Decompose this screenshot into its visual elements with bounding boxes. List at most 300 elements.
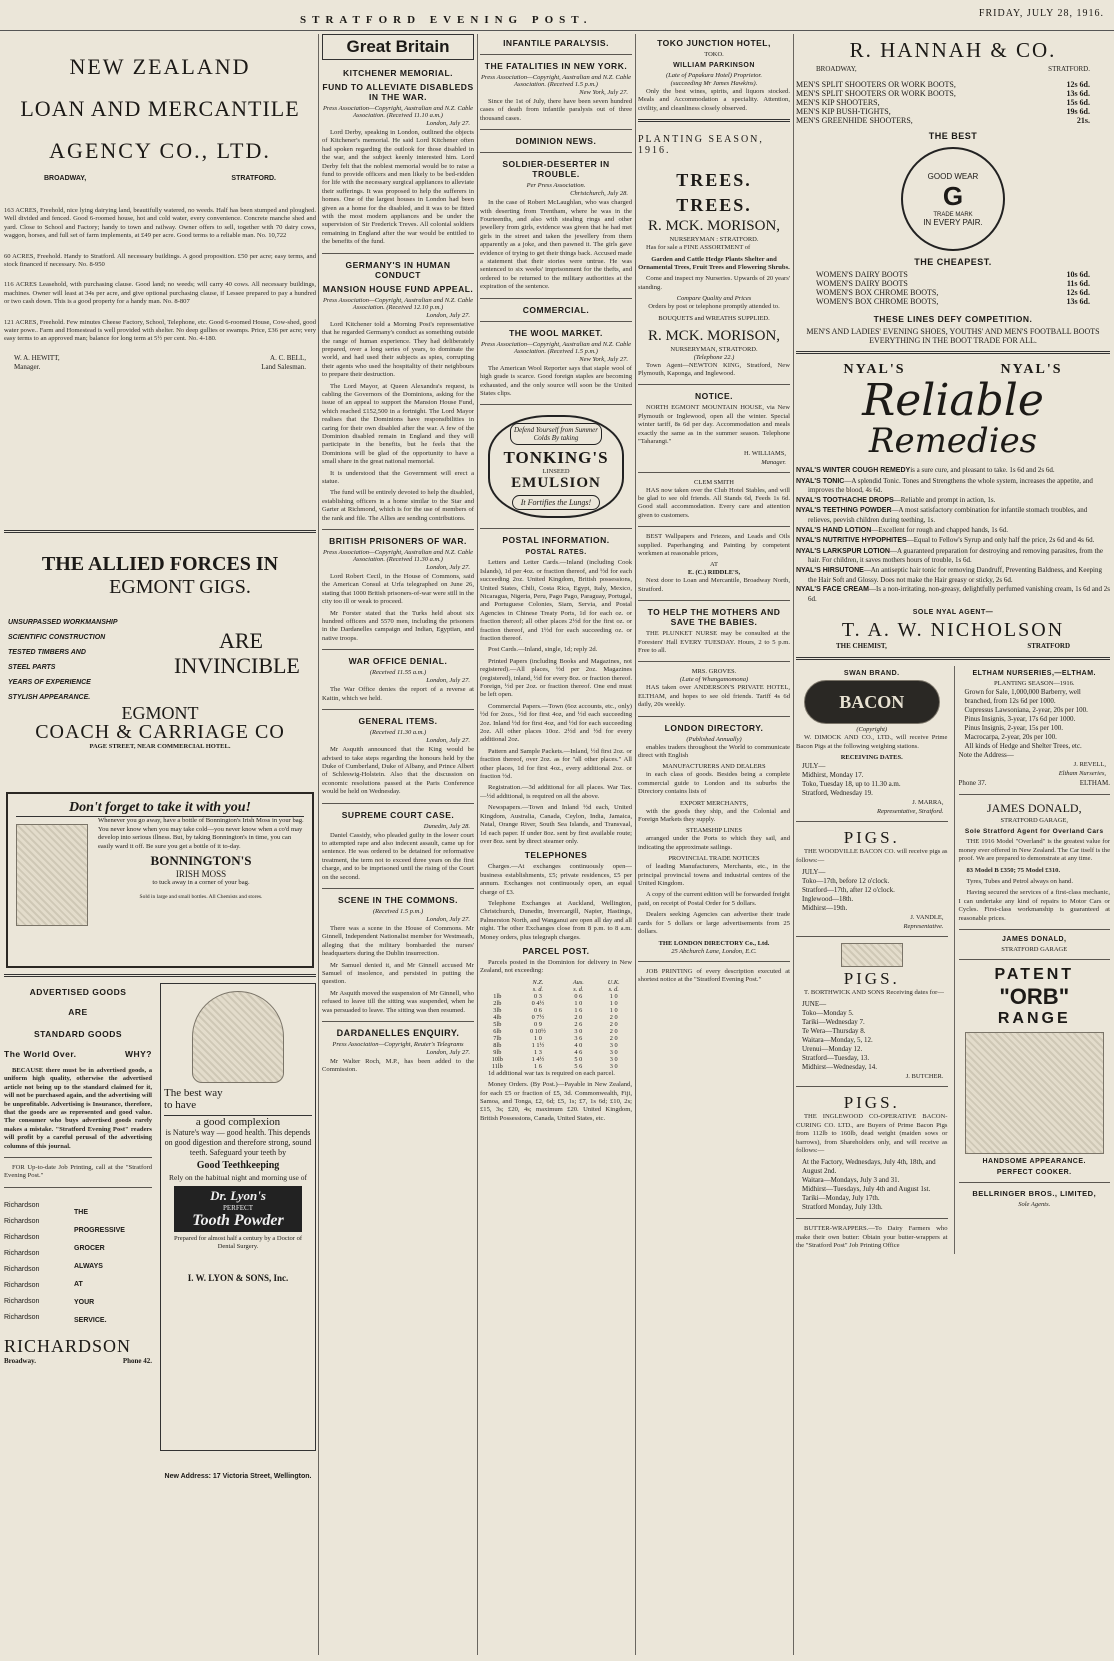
price-value: 13s 6d. [1066, 89, 1090, 98]
list-item: Toko—17th, before 12 o'clock. [802, 876, 890, 885]
table-row [480, 1021, 632, 1028]
list-item: At the Factory, Wednesdays, July 4th, 18th, and August 2nd. [802, 1158, 936, 1176]
richardson-word: THE [74, 1208, 88, 1216]
divider [322, 709, 474, 710]
divider [638, 716, 790, 717]
column-4 [638, 34, 790, 1655]
egmont-address: PAGE STREET, NEAR COMMERCIAL HOTEL. [89, 743, 231, 750]
price-item: WOMEN'S BOX CHROME BOOTS, [816, 297, 939, 306]
defy-competition: THESE LINES DEFY COMPETITION. [873, 314, 1033, 324]
divider [322, 803, 474, 804]
nyal-item [796, 506, 1110, 524]
price-row [796, 107, 1110, 116]
divider [480, 54, 632, 55]
adv-line-3: STANDARD GOODS [33, 1029, 123, 1039]
table-cell: 1 0 [574, 999, 583, 1007]
table-cell: 4lb [493, 1013, 502, 1021]
headline: SUPREME COURT CASE. [341, 809, 455, 820]
reliable-word: Reliable [862, 375, 1044, 426]
nyal-item-desc: —A guaranteed preparation for destroying and removing parasites, from the hair. For children, it saves mothers hours of trouble, 1s 6d. [808, 546, 1104, 565]
table-row [480, 1056, 632, 1063]
adv-line-4 [4, 1049, 152, 1059]
pigs-heading: PIGS. [843, 828, 900, 848]
table-header-cell: Aus. [572, 978, 584, 986]
groves-heading: MRS. GROVES. [691, 668, 737, 676]
inglewood-text: THE INGLEWOOD CO-OPERATIVE BACON-CURING CO. LTD., are Buyers of Prime Bacon Pigs from 112lb to 160lb, dead weight (maiden sows or barrows), from Shareholders only, and will receive as follows:— [796, 1113, 948, 1154]
table-row [480, 1014, 632, 1021]
morison-nurseryman-2: NURSERYMAN, STRATFORD. [670, 345, 758, 353]
nyal-item-name: NYAL'S FACE CREAM [796, 586, 869, 594]
table-cell: 2 0 [609, 1013, 618, 1021]
table-cell: 2 0 [609, 1027, 618, 1035]
article-text: Telephone Exchanges at Auckland, Wellington, Christchurch, Dunedin, Invercargill, Napier, Hastings, Palmerston North, and Wanganui are open all day and all night. The other Exchanges close from 8 p.m. to 8 a.m. Money orders, plus telegraph charges. [480, 899, 632, 941]
range-word: RANGE [997, 1009, 1071, 1027]
vandle-role: Representative. [903, 922, 944, 930]
divider [959, 959, 1111, 960]
egmont-gigs-ad [4, 553, 316, 758]
nz-title-1: NEW ZEALAND [69, 54, 251, 79]
nyal-item-desc: —Excellent for rough and chapped hands, 1s 6d. [871, 525, 1008, 534]
morison-compare: Compare Quality and Prices [676, 295, 752, 303]
emulsion-brand: TONKING'S [503, 448, 609, 468]
headline: PARCEL POST. [522, 945, 590, 956]
article-text: Money Orders. (By Post.)—Payable in New Zealand, for each £5 or fraction of £5, 3d. Commonwealth, Fiji, Samoa, and Tonga, £2, 6d; £5, 1s; £7, 1s 6d; £10, 2s; £15, 3s; £20, 4s; maximum £20. United Kingdom, British Possessions, Canada, United States, etc. [480, 1081, 632, 1122]
list-item: Pinus Insignis, 3-year, 17s 6d per 1000. [964, 715, 1076, 724]
credit: Per Press Association. [526, 182, 586, 190]
list-item: JULY— [802, 867, 826, 876]
article-text: The fund will be entirely devoted to help the disabled, establishing officers in a home similar to the Star and Garter at Richmond, which is for the use of members of the rank and file. The Allies are sending contributions. [322, 489, 474, 522]
tooth-good: a good complexion [164, 1115, 312, 1128]
table-header-cell: U.K. [607, 978, 620, 986]
table-subheader-cell [480, 986, 515, 993]
price-row [796, 80, 1110, 89]
column-2 [322, 34, 474, 1655]
table-cell: 1 0 [609, 1006, 618, 1014]
headline: DOMINION NEWS. [515, 136, 597, 147]
eltham-list [959, 688, 1111, 751]
bonnington-ad [6, 792, 314, 968]
london-heading: LONDON DIRECTORY. [664, 722, 764, 733]
egmont-name-1: EGMONT [121, 703, 199, 723]
divider [638, 661, 790, 662]
nyals-right: NYAL'S [1000, 362, 1063, 377]
price-value: 11s 6d. [1066, 279, 1090, 288]
morison-telephone: (Telephone 22.) [693, 353, 735, 361]
credit: Press Association—Copyright, Reuter's Telegrams [332, 1041, 464, 1049]
list-item: Te Wera—Thursday 8. [802, 1027, 866, 1036]
table-cell: 6lb [493, 1027, 502, 1035]
emulsion-linseed: LINSEED [542, 468, 570, 476]
table-body [480, 993, 632, 1070]
nyal-item-name: NYAL'S TEETHING POWDER [796, 507, 892, 515]
hannah-address-left: BROADWAY, [816, 65, 857, 73]
table-cell: 1lb [493, 992, 502, 1000]
advertised-goods-box [4, 983, 156, 1513]
nyal-item [796, 466, 1110, 476]
price-item: MEN'S KIP SHOOTERS, [796, 98, 880, 107]
dateline: London, July 27. [426, 1049, 470, 1057]
article-text: Post Cards.—Inland, single, 1d; reply 2d. [488, 646, 598, 654]
allied-item: STEEL PARTS [8, 664, 56, 671]
list-item: Stratford—Tuesday, 13. [802, 1054, 870, 1063]
orb-range-logo [959, 966, 1111, 1028]
dateline: London, July 27. [426, 737, 470, 745]
help-text: THE PLUNKET NURSE may be consulted at the Foresters' Hall EVERY TUESDAY. Hours, 2 to 5 p.m. Free to all. [638, 630, 790, 654]
emulsion-tagline: It Fortifies the Lungs! [512, 495, 600, 510]
price-row [816, 279, 1110, 288]
nyal-item-name: NYAL'S NUTRITIVE HYPOPHITES [796, 537, 907, 545]
nyal-item-desc: —Equal to Fellow's Syrup and only half the price, 2s 6d and 4s 6d. [906, 536, 1095, 545]
hotel-succeeding: (succeeding Mr James Hawkins). [670, 80, 758, 87]
richardson-name: Richardson [4, 1201, 40, 1209]
list-item: Toko, Tuesday 18, up to 11.30 a.m. [802, 780, 901, 789]
london-text: of leading Manufacturers, Merchants, etc., in the principal provincial towns and industrial centres of the United Kingdom. [638, 863, 790, 888]
the-cheapest: THE CHEAPEST. [914, 257, 992, 267]
allied-title-2: EGMONT GIGS. [109, 576, 251, 598]
nyal-item-name: NYAL'S TONIC [796, 477, 845, 485]
donald-text-3: Having secured the services of a first-class mechanic, I can undertake any kind of repairs to Motor Cars or Cycles. First-class workmanship is guaranteed at reasonable prices. [958, 889, 1110, 922]
masthead-title: STRATFORD EVENING POST. [300, 14, 593, 26]
table-cell: 3 0 [609, 1055, 618, 1063]
bellringer: BELLRINGER BROS., LIMITED, [972, 1188, 1097, 1198]
article-text: Since the 1st of July, there have been seven hundred cases of death from infantile paralysis out of three thousand cases. [480, 98, 632, 122]
hannah-price-list [796, 80, 1110, 125]
headline: DARDANELLES ENQUIRY. [336, 1028, 460, 1039]
parcel-rates-table [480, 979, 632, 1070]
nyal-item [796, 547, 1110, 565]
table-cell: 0 7½ [531, 1013, 545, 1021]
headline: SCENE IN THE COMMONS. [337, 894, 459, 905]
list-item: Midhirst—Wednesday, 14. [802, 1063, 878, 1072]
adv-text: BECAUSE there must be in advertised goods, a uniform high quality, otherwise the advertised article not being up to the standard claimed for it, will not be purchased again, and the advertising will be unprofitable. Advertising is Insurance, therefore, that the goods are as represented and good value. The consumer who buys advertised goods rarely makes a mistake. "Stratford Evening Post" readers will profit by a careful perusal of the advertising columns of this journal. [4, 1067, 152, 1150]
table-row [480, 1042, 632, 1049]
listing: 121 ACRES, Freehold. Few minutes Cheese Factory, School, Telephone, etc. Good 6-roomed House, Cow-shed, good water powe.. Farm and Homestead is well provided with shelter. No deep gullies or swamps. Price, £36 per acre; very easy terms to an approved man; balance for long term at 5½ per cent. No. 4-180. [4, 318, 316, 343]
table-subheader-cell: s. d. [608, 985, 619, 993]
richardson-name: Richardson [4, 1265, 40, 1273]
table-cell: 5 0 [574, 1055, 583, 1063]
price-item: WOMEN'S BOX CHROME BOOTS, [816, 288, 939, 297]
eltham-phone-row [959, 779, 1111, 788]
invincible-word: INVINCIBLE [174, 653, 300, 678]
adv-line-2: ARE [68, 1007, 88, 1017]
nyal-item-desc: —Reliable and prompt in action, 1s. [893, 495, 996, 504]
women-price-list [816, 270, 1110, 306]
allied-item: SCIENTIFIC CONSTRUCTION [8, 634, 106, 641]
richardson-word: SERVICE. [74, 1316, 107, 1324]
list-item: Midhirst, Monday 17. [802, 771, 864, 780]
richardson-address-right: Phone 42. [122, 1356, 152, 1365]
col5-lower-left [796, 666, 948, 1253]
dateline: London, July 27. [426, 120, 470, 127]
dateline: London, July 27. [426, 915, 470, 923]
richardson-word: ALWAYS [74, 1262, 103, 1270]
table-cell: 3lb [493, 1006, 502, 1014]
listing: 60 ACRES, Freehold. Handy to Stratford. All necessary buildings. A good proposition. £50 per acre; easy terms, and stock financed if necessary. No. 8-950 [4, 252, 316, 269]
richardson-ad [4, 1198, 152, 1330]
divider [796, 351, 1110, 354]
table-row [480, 1028, 632, 1035]
price-item: WOMEN'S DAIRY BOOTS [816, 270, 908, 279]
trees-2: TREES. [676, 195, 752, 216]
price-value: 21s. [1076, 116, 1090, 125]
listing: 163 ACRES, Freehold, nice lying dairying land, beautifully watered, no weeds. Half has been stumped and ploughed. Well divided and fenced. Good 6-roomed house, hot and cold water, every convenience. Concrete manche shed and yard. Close to School and Factory; handy to town and railway. Owner offers to sell, together with 70 dairy cows, waggon, horses, and full set of farm implements, at £49 per acre. Good terms to a reliable man. No. 10,722 [4, 207, 316, 240]
article-text: Mr Asquith moved the suspension of Mr Ginnell, who refused to leave till the sitting was suspended, when he was persuaded to leave. The sitting was then resumed. [322, 989, 474, 1014]
article-text: Printed Papers (including Books and Magazines, not registered).—All places, ½d per 2oz. Magazines (registered), inland, ½d for every 8oz. or fraction thereof. Foreign, ½d per 2oz. or fraction thereof. One end must be left open. [480, 657, 632, 699]
table-cell: 11lb [491, 1062, 503, 1070]
london-steamship: STEAMSHIP LINES [686, 827, 742, 835]
riddle-at: AT [710, 561, 718, 569]
table-cell: 1 1½ [531, 1041, 545, 1049]
richardson-word: PROGRESSIVE [74, 1226, 125, 1234]
butter-text: BUTTER-WRAPPERS.—To Dairy Farmers who make their own butter: Obtain your butter-wrappers at the "Stratford Post" Job Printing Office [796, 1225, 948, 1250]
article-text: Mr Asquith announced that the King would be advised to take steps regarding the honours held by the Duke of Cumberland, Duke of Albany, and Prince Albert of Schleswig-Holstein. Also that the discussion on economic resolutions passed at the Paris Conference would be held on Wednesday. [322, 746, 474, 796]
london-company: THE LONDON DIRECTORY Co., Ltd. [658, 939, 770, 947]
bellringer-agents: Sole Agents. [1018, 1200, 1051, 1208]
article-text: In the case of Robert McLaughlan, who was charged with deserting from Trentham, where he was in the Fourteenths, and also with stealing rings and other jewellery from girls, evidence was given that he had met girls in the street and taken the jewellery from them apparently as a joke, and then pawned it. The girls gave evidence of trying to get their things back. Accused made a statement that their stories were untrue. He was sentenced to six weeks' imprisonment for the thefts, and ordered to be returned to the military authorities at the expiration of the sentence. [480, 199, 632, 291]
nyal-item-name: NYAL'S TOOTHACHE DROPS [796, 496, 894, 504]
article-text: Mr Forster stated that the Turks held about six hundred officers and 5570 men, including the prisoners in the Dardanelles campaign and Indian, Egyptian, and native troops. [322, 609, 474, 642]
divider [959, 1182, 1111, 1183]
nz-signatures [14, 354, 306, 372]
divider [480, 152, 632, 153]
table-cell: 3 0 [609, 1041, 618, 1049]
column-rule [318, 34, 319, 1655]
headline: BRITISH PRISONERS OF WAR. [329, 536, 467, 547]
table-cell: 2 6 [574, 1020, 583, 1028]
london-text: in each class of goods. Besides being a complete commercial guide to London and its suburbs the Directory contains lists of [638, 771, 790, 796]
list-item: Tariki—Wednesday 7. [802, 1018, 865, 1027]
table-row [480, 1007, 632, 1014]
subheadline: FUND TO ALLEVIATE DISABLEDS IN THE WAR. [322, 82, 474, 102]
price-row [816, 297, 1110, 306]
divider [322, 1021, 474, 1022]
divider [959, 929, 1111, 930]
morison-text: Has for sale a FINE ASSORTMENT of [646, 244, 751, 252]
sign-right-name: A. C. BELL, [270, 353, 306, 362]
subheadline: SOLDIER-DESERTER IN TROUBLE. [502, 159, 610, 180]
adv-line-1: ADVERTISED GOODS [29, 987, 127, 997]
table-cell: 10lb [491, 1055, 503, 1063]
richardson-name: Richardson [4, 1313, 40, 1321]
subheadline: MANSION HOUSE FUND APPEAL. [322, 283, 474, 294]
richardson-big: RICHARDSON [4, 1335, 132, 1356]
london-published: (Published Annually) [686, 735, 742, 743]
nyal-item-desc: —A most satisfactory combination for infantile stomach troubles, and relieves, peevish children during teething, 1s. [808, 506, 1088, 524]
article-text: Newspapers.—Town and Inland ½d each, United Kingdom, Australia, Canada, Ceylon, India, Jamaica, Natal, Orange River, South Sea Islands, and Transvaal, 1d each paper. If under 8oz. sent by first available route; over 8oz. sent by direct steamer only. [480, 804, 632, 845]
table-subheader-cell: s. d. [532, 985, 544, 993]
column-1 [4, 34, 316, 1655]
woman-hat-illustration [192, 991, 284, 1083]
nyal-item-name: NYAL'S HIRSUTONE [796, 566, 864, 574]
bacon-pig-logo [804, 680, 940, 724]
borthwick-dates [796, 1000, 948, 1072]
list-item: Stratford Monday, July 13th. [802, 1203, 883, 1212]
nyal-agent: SOLE NYAL AGENT— [912, 609, 994, 617]
eltham-note: Note the Address— [958, 751, 1014, 760]
richardson-address [4, 1357, 152, 1366]
col1-bottom [4, 983, 316, 1513]
credit: (Received 11.55 a.m.) [369, 669, 427, 677]
divider [480, 404, 632, 405]
price-row [796, 89, 1110, 98]
subheadline: THE WOOL MARKET. [509, 327, 603, 338]
inglewood-dates [796, 1158, 948, 1212]
table-header-row [480, 979, 632, 986]
list-item: JUNE— [802, 1000, 827, 1009]
patent-word: PATENT [994, 965, 1075, 983]
headline: KITCHENER MEMORIAL. [342, 68, 454, 78]
divider [4, 1187, 152, 1188]
nyal-remedies-list [796, 466, 1110, 603]
groves-text: HAS taken over ANDERSON'S PRIVATE HOTEL, ELTHAM, and hopes to see old friends. Tariff 4s 6d daily, 20s weekly. [638, 684, 790, 709]
table-cell: 1 0 [609, 999, 618, 1007]
article-text: Commercial Papers.—Town (6oz accounts, etc., only) ½d for 2ozs., ½d for first 4oz, and ½d each succeeding 2oz. Inland ½d for first 4oz, and ½d for each succeeding 2oz. All other places 10oz. 2½d and ½d for every additional 2oz. [480, 702, 632, 744]
trees-1: TREES. [676, 170, 752, 191]
allied-item: TESTED TIMBERS AND [8, 649, 86, 656]
vandle-name: J. VANDLE, [910, 913, 944, 921]
list-item: All kinds of Hedge and Shelter Trees, etc. [964, 742, 1082, 751]
eltham-sign: J. REVELL, [1073, 761, 1106, 769]
table-cell: 0 10½ [530, 1027, 546, 1035]
price-value: 15s 6d. [1066, 98, 1090, 107]
hotel-late: (Late of Papakura Hotel) Proprietor. [666, 72, 762, 79]
dateline: New York, July 27. [579, 355, 628, 363]
credit: Press Association—Copyright, Australian and N.Z. Cable Association. (Received 1.5 p.m.) [480, 340, 632, 355]
column-rule [477, 34, 478, 1655]
divider [322, 253, 474, 254]
article-text: The War Office denies the report of a reverse at Kaitin, which we held. [322, 686, 474, 702]
marra-name: J. MARRA, [912, 799, 944, 807]
adv-world: The World Over. [4, 1049, 77, 1059]
marra-role: Representative, Stratford. [877, 808, 944, 816]
table-cell: 0 9 [534, 1020, 542, 1028]
divider [322, 529, 474, 530]
nyal-item-desc: —Is a non-irritating, non-greasy, delightfully perfumed vanishing cream, 1s 6d and 2s 6d. [808, 585, 1110, 603]
nz-address-right: STRATFORD. [231, 175, 276, 182]
woodville-dates [796, 868, 948, 913]
donald-name: JAMES DONALD, [986, 801, 1082, 816]
borthwick-text: T. BORTHWICK AND SONS Receiving dates for— [804, 988, 944, 996]
list-item: Midhirst—Tuesdays, July 4th and August 1st. [802, 1185, 931, 1194]
chemist-left: THE CHEMIST, [836, 642, 887, 651]
table-cell: 0 4½ [531, 999, 545, 1007]
tooth-keep: Good Teethkeeping [196, 1160, 280, 1171]
nyals-left: NYAL'S [843, 362, 906, 377]
table-cell: 3 0 [609, 1062, 618, 1070]
donald-text: THE 1916 Model "Overland" is the greatest value for money ever offered in New Zealand. The Car itself is the proof. We are prepared to demonstrate at any time. [958, 838, 1110, 863]
richardson-word: AT [74, 1280, 83, 1288]
great-britain-banner: Great Britain [322, 34, 474, 60]
planting-season: PLANTING SEASON, 1916. [638, 134, 764, 157]
nz-loan-ad [4, 54, 316, 524]
credit: (Received 1.5 p.m.) [372, 907, 424, 915]
list-item: Stratford—17th, after 12 o'clock. [802, 885, 895, 894]
subheadline: THE FATALITIES IN NEW YORK. [484, 61, 628, 71]
table-subheader-row [480, 986, 632, 993]
subheadline: POSTAL RATES. [525, 549, 587, 557]
table-cell: 2lb [493, 999, 502, 1007]
price-value: 19s 6d. [1066, 107, 1090, 116]
price-item: MEN'S SPLIT SHOOTERS OR WORK BOOTS, [796, 89, 956, 98]
london-text: Dealers seeking Agencies can advertise their trade cards for 5 dollars or large advertisements from 25 dollars. [638, 911, 790, 936]
divider [4, 974, 316, 977]
nyal-item [796, 526, 1110, 536]
col5-lower [796, 666, 1110, 1253]
richardson-name: Richardson [4, 1297, 40, 1305]
eltham-season: PLANTING SEASON—1916. [993, 680, 1075, 688]
headline: TELEPHONES [524, 850, 588, 861]
nyals-logo [796, 362, 1110, 461]
list-item: Urenui—Monday 12. [802, 1045, 863, 1054]
tooth-powder-ad [160, 983, 316, 1480]
tooth-brand-box [174, 1186, 302, 1232]
job-printing-text: FOR Up-to-date Job Printing, call at the "Stratford Evening Post." [4, 1164, 152, 1180]
nyal-item [796, 496, 1110, 506]
nyal-item [796, 566, 1110, 584]
list-item: Macrocarpa, 2-year, 20s per 100. [964, 733, 1057, 742]
bonnington-small: Sold in large and small bottles. All Chemists and stores. [139, 894, 263, 901]
list-item: Midhirst—19th. [802, 903, 848, 912]
table-row [480, 1035, 632, 1042]
price-item: MEN'S SPLIT SHOOTERS OR WORK BOOTS, [796, 80, 956, 89]
article-text: Parcels posted in the Dominion for delivery in New Zealand, not exceeding: [480, 958, 632, 975]
divider [322, 888, 474, 889]
morison-nurseryman: NURSERYMAN : STRATFORD. [669, 236, 759, 244]
riddle-name: E. (C.) RIDDLE'S, [687, 569, 741, 577]
london-text: enables traders throughout the World to communicate direct with English [638, 743, 790, 759]
price-item: MEN'S KIP BUSH-TIGHTS, [796, 107, 891, 116]
table-cell: 0 6 [574, 992, 583, 1000]
nz-title-2: LOAN AND MERCANTILE [20, 96, 300, 121]
richardson-word: GROCER [74, 1244, 105, 1252]
column-3 [480, 34, 632, 1655]
emulsion-defend: Defend Yourself from Summer Colds By taking [510, 423, 602, 445]
allied-item: UNSURPASSED WORKMANSHIP [8, 619, 118, 626]
notice-sign-2: Manager. [761, 458, 786, 466]
job-printing-text: JOB PRINTING of every description executed at shortest notice at the "Stratford Evening Post." [638, 967, 790, 983]
bonnington-text: Whenever you go away, have a bottle of Bonnington's Irish Moss in your bag. You never know when you may take cold—you never know when a co'd may develop into serious illness. But, by taking Bonnington's in time, you can easily ward it off. Be sure you get a bottle of it to-day. [98, 817, 304, 850]
richardson-name: Richardson [4, 1217, 40, 1225]
groves-late: (Late of Whangamomona) [679, 676, 749, 684]
price-row [796, 98, 1110, 107]
article-text: Pattern and Sample Packets.—Inland, ½d first 2oz. or fraction thereof, over 2oz. as for "all other places." All other places, 1d for first 4oz., every additional 2oz. or fraction ½d. [480, 747, 632, 781]
article-text: Registration.—3d additional for all places. War Tax.—½d additional, is required on all the above. [480, 784, 632, 800]
table-row [480, 993, 632, 1000]
clem-heading: CLEM SMITH [694, 478, 734, 486]
table-cell: 3 6 [574, 1034, 583, 1042]
morison-orders: Orders by post or telephone promptly attended to. [648, 303, 780, 311]
london-text: arranged under the Ports to which they sail, and indicating the approximate sailings. [638, 835, 790, 851]
eltham-place: ELTHAM. [1079, 779, 1110, 788]
headline: POSTAL INFORMATION. [502, 535, 610, 546]
richardson-name: Richardson [4, 1281, 40, 1289]
dateline: London, July 27. [426, 677, 470, 685]
tooth-brand: Dr. Lyon's [210, 1188, 266, 1203]
hannah-address-right: STRATFORD. [1048, 65, 1090, 73]
article-text: Lord Derby, speaking in London, outlined the objects of Kitchener's memorial. He said Lord Kitchener often had spoken regarding the outlook for those disabled in the war, and the subject keenly interested him. Lord Derby felt that the noblest memorial would be to raise a fund to provide officers and men likely to be bed-ridden for life with the necessary surgical appliances to alleviate their sufferings. It was proposed to help the sufferers in homes. One of the largest houses in London had been given as a home for the disabled, and it was to be fitted with the most modern appliances and be under the supervision of Sir Frederick Treves. All colonial soldiers remaining in England after the war would be entitled to the benefits of the fund. [322, 129, 474, 246]
article-text: Mr Samuel denied it, and Mr Ginnell accused Mr Samuel of insolence, and persisted in putting the question. [322, 961, 474, 986]
price-value: 12s 6d. [1066, 80, 1090, 89]
divider [796, 821, 948, 822]
tooth-best: The best way to have [164, 1087, 223, 1111]
nyal-item-desc: is a sure cure, and pleasant to take. 1s 6d and 2s 6d. [910, 466, 1055, 474]
divider [796, 1086, 948, 1087]
table-row [480, 1049, 632, 1056]
hotel-proprietor: WILLIAM PARKINSON [673, 62, 755, 69]
allied-title-1: THE ALLIED FORCES IN [41, 553, 279, 575]
notice-text: NORTH EGMONT MOUNTAIN HOUSE, via New Plymouth or Inglewood, open all the winter. Special winter tariff, 8s 6d per day. Accommodation and meals exactly the same as in the summer season. Telephone "Taharangi." [638, 404, 790, 446]
woodville-text: THE WOODVILLE BACON CO. will receive pigs as follows:— [796, 848, 948, 864]
